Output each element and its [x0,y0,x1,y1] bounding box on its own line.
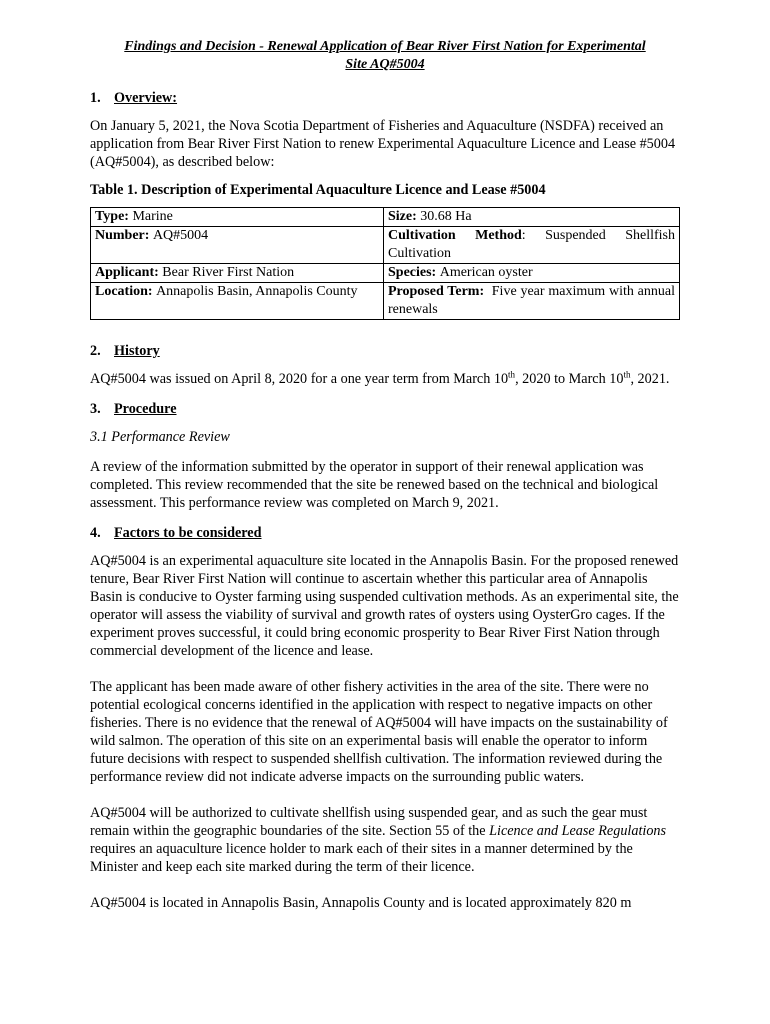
factors-paragraph-2: The applicant has been made aware of other fishery activities in the area of the site. There were no potential ecological concerns identified in the application with respect to negative impacts on other fisheries. There is no evidence that the renewal of AQ#5004 will have impacts on the sustainability of wild salmon. The operation of this site on an experimental basis will enable the operator to inform future decisions with respect to suspended shellfish cultivation. The information reviewed during the performance review did not indicate adverse impacts on the surrounding public waters. [90,679,668,785]
applicant-label: Applicant: [95,265,159,280]
number-label: Number: [95,228,150,243]
number-value: AQ#5004 [152,228,209,243]
document-title [90,38,680,74]
procedure-subheading: 3.1 Performance Review [90,429,230,445]
history-sup-a: th [508,369,516,380]
size-value: 30.68 Ha [420,209,472,224]
title-line-1: Findings and Decision - Renewal Application of Bear River First Nation for Experimental [124,39,646,54]
factors-paragraph-4: AQ#5004 is located in Annapolis Basin, Annapolis County and is located approximately 820 m [90,895,632,911]
applicant-value: Bear River First Nation [162,265,295,280]
table-cell-applicant [91,264,384,283]
factors-paragraph-3-b: requires an aquaculture licence holder to mark each of their sites in a manner determined by the Minister and keep each site marked during the term of their licence. [90,841,633,875]
regulation-title: Licence and Lease Regulations [489,823,667,839]
table-cell-method [384,227,680,264]
method-value: : Suspended Shellfish Cultivation [388,228,675,261]
title-line-2: Site AQ#5004 [345,57,425,72]
section-number: 1. [90,90,101,106]
history-text-b: , 2020 to March 10 [515,371,624,387]
table-row [91,227,680,264]
table-cell-type [91,208,384,227]
type-label: Type: [95,209,129,224]
species-label: Species: [388,265,437,280]
overview-paragraph: On January 5, 2021, the Nova Scotia Department of Fisheries and Aquaculture (NSDFA) received an application from Bear River First Nation to renew Experimental Aquaculture Licence and Lease #5004 (AQ#5004), as described below: [90,118,676,170]
species-value: American oyster [439,265,533,280]
section-number: 4. [90,525,101,541]
table-row [91,264,680,283]
table-caption: Table 1. Description of Experimental Aquaculture Licence and Lease #5004 [90,182,546,198]
section-number: 2. [90,343,101,359]
table-row [91,283,680,320]
term-value: Five year maximum with annual renewals [388,284,675,317]
section-heading-procedure [90,400,680,418]
section-number: 3. [90,401,101,417]
method-label: Cultivation Method [388,228,522,243]
factors-paragraph-1: AQ#5004 is an experimental aquaculture site located in the Annapolis Basin. For the proposed renewed tenure, Bear River First Nation will continue to ascertain whether this particular area of Annapolis Basin is conducive to Oyster farming using suspended cultivation methods. As an experimental site, the operator will assess the viability of survival and growth rates of oysters using OysterGro cages. If the experiment proves successful, it could bring economic prosperity to Bear River First Nation through commercial development of the licence and lease. [90,553,679,659]
section-title: History [114,343,160,359]
table-cell-species [384,264,680,283]
history-paragraph [90,370,680,388]
section-title: Factors to be considered [114,525,262,541]
history-sup-b: th [623,369,631,380]
history-text-c: , 2021. [630,371,670,387]
table-cell-term [384,283,680,320]
table-cell-size [384,208,680,227]
procedure-paragraph: A review of the information submitted by the operator in support of their renewal application was completed. This review recommended that the site be renewed based on the technical and biological assessment. This performance review was completed on March 9, 2021. [90,459,659,511]
section-heading-overview [90,89,680,107]
location-value: Annapolis Basin, Annapolis County [156,284,358,299]
type-value: Marine [132,209,173,224]
table-cell-location [91,283,384,320]
table-row [91,208,680,227]
section-heading-factors [90,524,680,542]
history-text-a: AQ#5004 was issued on April 8, 2020 for a one year term from March 10 [90,371,509,387]
licence-description-table [90,207,680,320]
factors-paragraph-3-a: AQ#5004 will be authorized to cultivate shellfish using suspended gear, and as such the gear must remain within the geographic boundaries of the site. Section 55 of the [90,805,648,839]
location-label: Location: [95,284,153,299]
term-label: Proposed Term: [388,284,485,299]
section-title: Overview: [114,90,178,106]
size-label: Size: [388,209,417,224]
section-heading-history [90,342,680,360]
document-page [90,38,680,912]
table-cell-number [91,227,384,264]
section-title: Procedure [114,401,177,417]
factors-paragraph-3 [90,804,680,876]
